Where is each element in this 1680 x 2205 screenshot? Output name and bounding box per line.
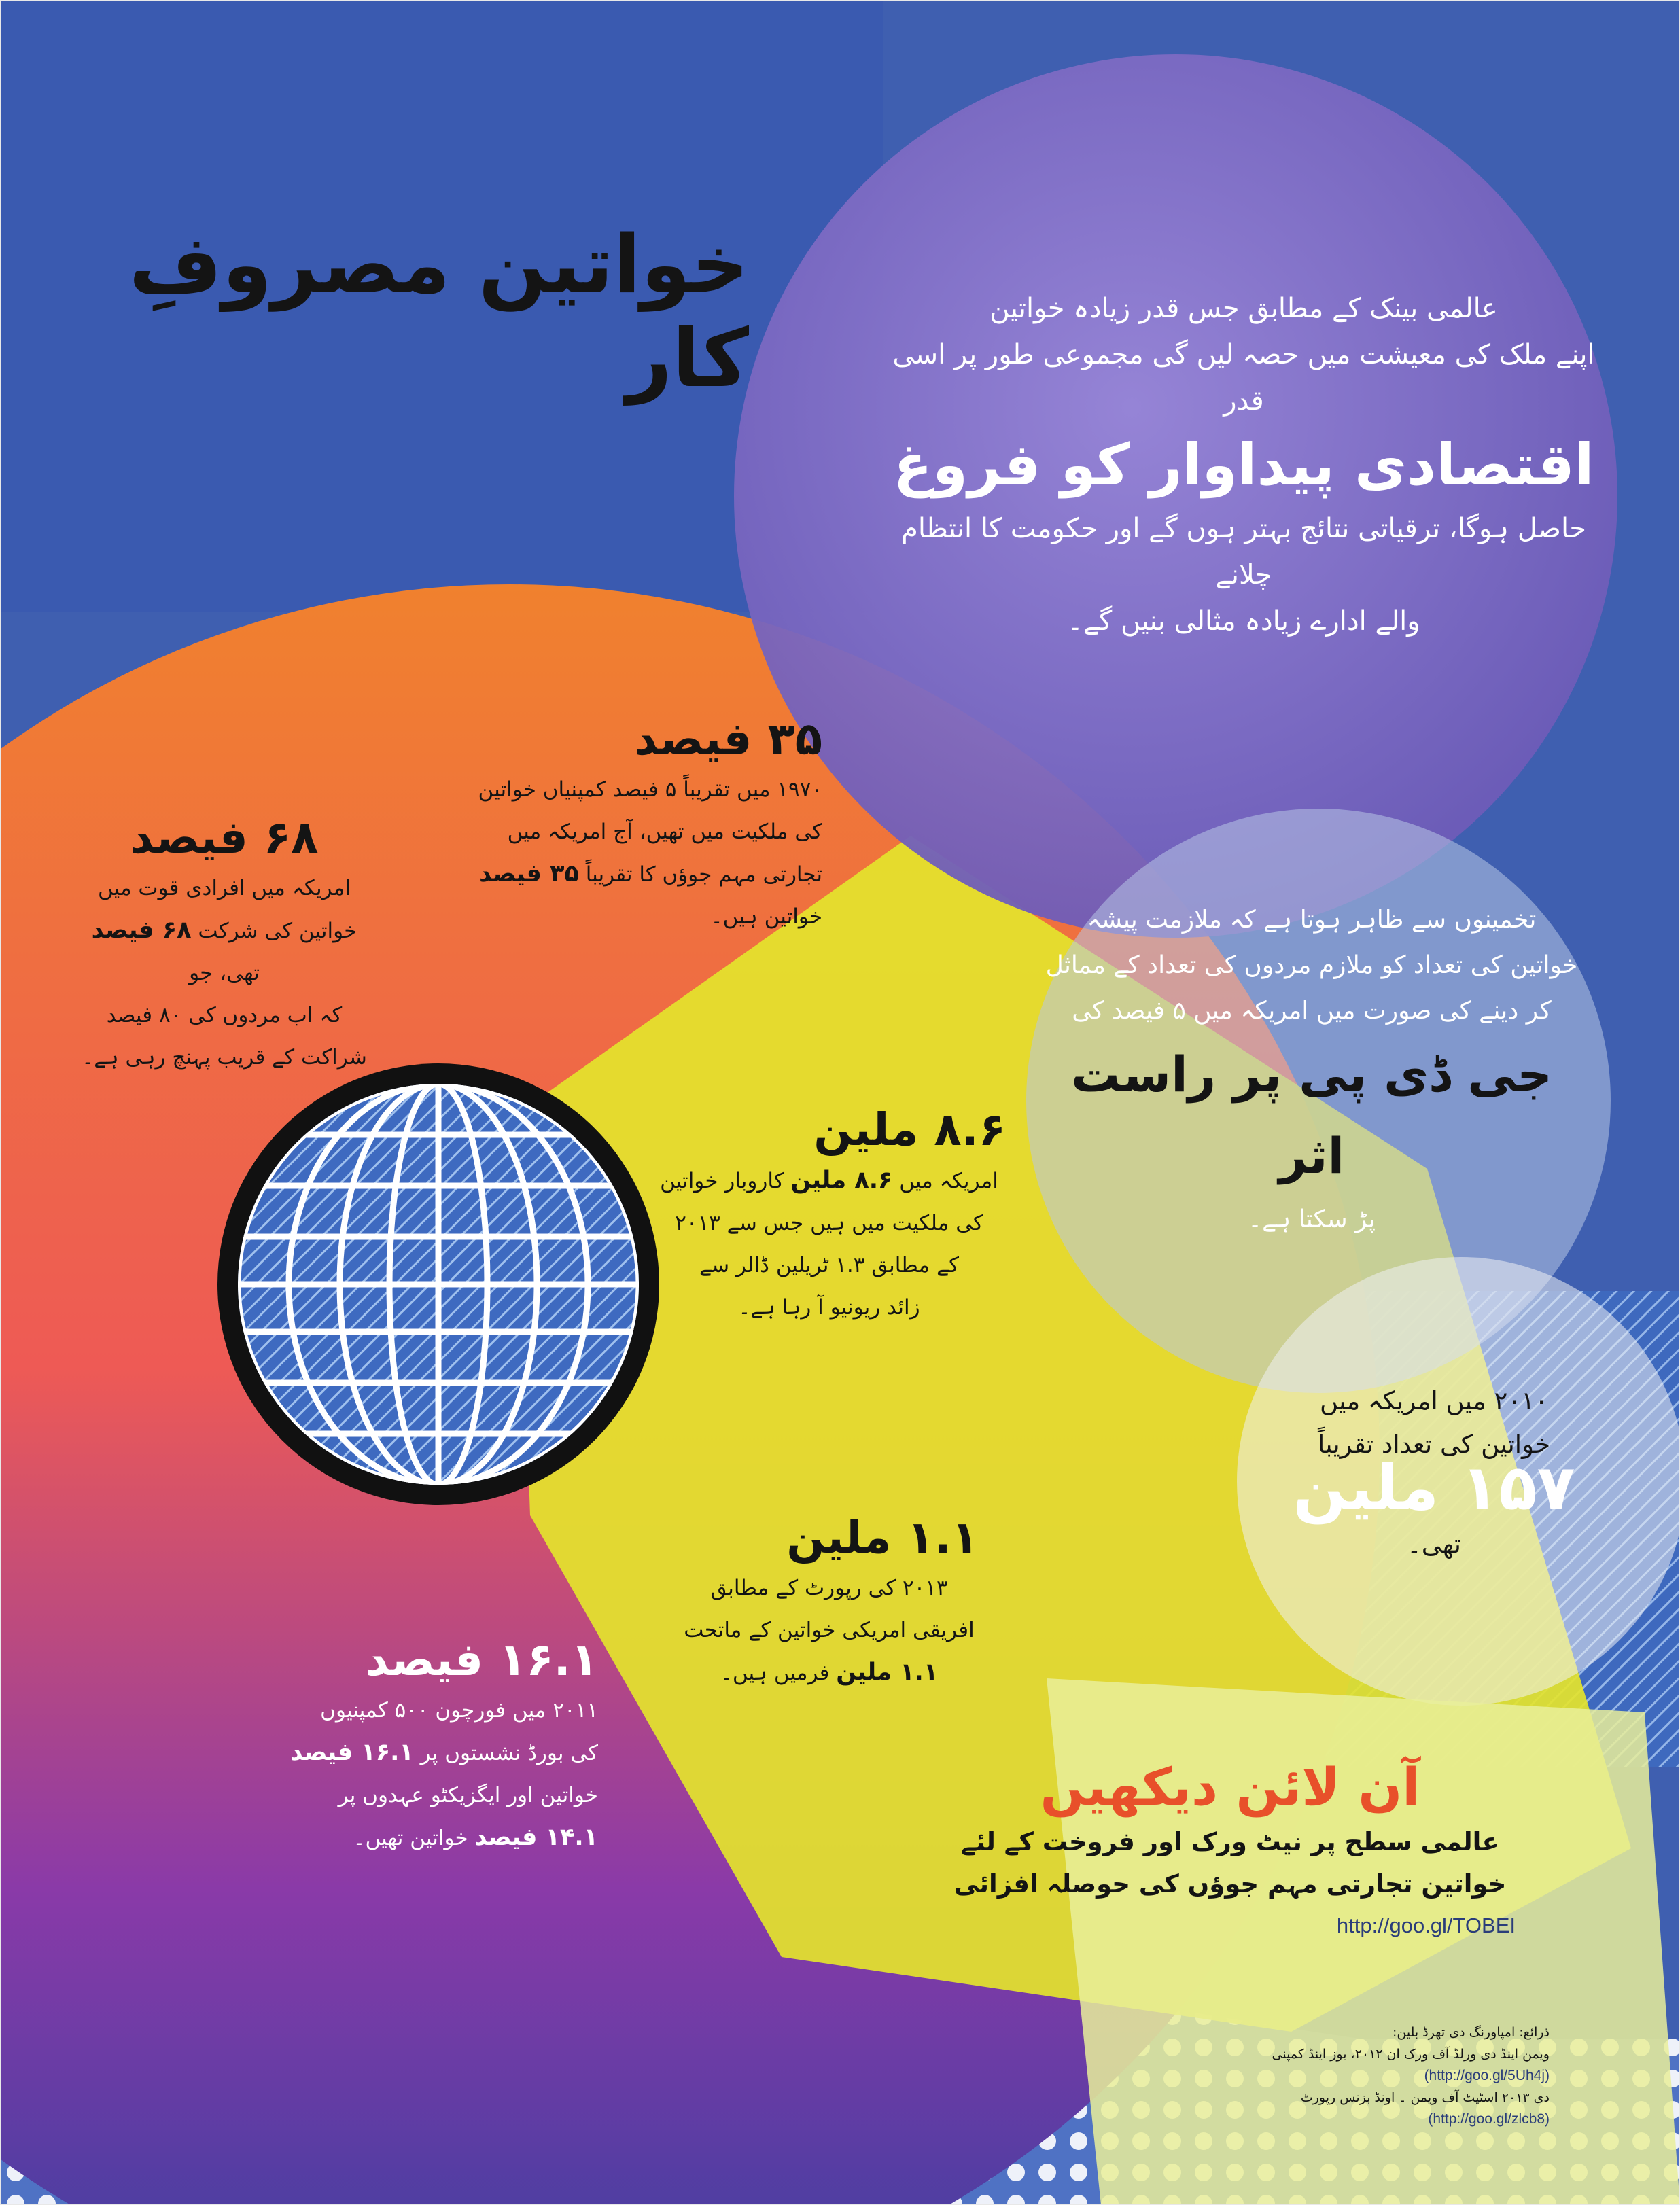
stat-35-block — [442, 710, 822, 938]
stat-86-bold: ۸.۶ ملین — [790, 1167, 893, 1194]
stat-11-line3 — [680, 1651, 979, 1694]
stat-161-line2 — [285, 1731, 598, 1774]
stat-68-line3: کہ اب مردوں کی ۸۰ فیصد — [106, 1003, 343, 1027]
women-157m-line1: ۲۰۱۰ میں امریکہ میں — [1319, 1386, 1548, 1415]
stat-11-line1: ۲۰۱۳ کی رپورٹ کے مطابق — [710, 1576, 948, 1600]
online-heading: آن لائن دیکھیں — [1040, 1757, 1420, 1817]
stat-86-block — [652, 1101, 1006, 1328]
stat-86-line4: زائد ریونیو آ رہا ہے۔ — [738, 1295, 920, 1320]
stat-35-line3-text: تجارتی مہم جوؤں کا تقریباً — [585, 862, 822, 887]
gdp-line3: کر دینے کی صورت میں امریکہ میں ۵ فیصد کی — [1072, 997, 1552, 1025]
stat-161-line4 — [285, 1816, 598, 1859]
stat-68-bold: ۶۸ فیصد — [91, 917, 192, 944]
sources — [1169, 2022, 1550, 2130]
stat-161-bold2: ۱۴.۱ فیصد — [474, 1824, 598, 1851]
stat-86-heading: ۸.۶ ملین — [813, 1104, 1006, 1156]
online-link[interactable]: http://goo.gl/TOBEI — [1336, 1913, 1516, 1937]
women-157m-text — [1291, 1379, 1577, 1566]
page-title: خواتین مصروفِ کار — [128, 217, 749, 405]
stat-86-line1 — [652, 1159, 1006, 1202]
stat-11-line3-text: فرمیں ہیں۔ — [720, 1661, 830, 1685]
online-line2: خواتین تجارتی مہم جوؤں کی حوصلہ افزائی — [953, 1869, 1507, 1899]
stat-161-heading: ۱۶.۱ فیصد — [365, 1634, 598, 1686]
stat-161-line4-text: خواتین تھیں۔ — [353, 1826, 468, 1850]
women-157m-big: ۱۵۷ ملین — [1293, 1451, 1575, 1524]
stat-161-bold: ۱۶.۱ فیصد — [290, 1739, 414, 1766]
stat-11-bold: ۱.۱ ملین — [836, 1659, 939, 1686]
stat-68-line4: شراکت کے قریب پہنچ رہی ہے۔ — [82, 1045, 367, 1070]
gdp-line1: تخمینوں سے ظاہر ہوتا ہے کہ ملازمت پیشہ — [1087, 906, 1537, 934]
world-bank-line4: والے ادارے زیادہ مثالی بنیں گے۔ — [1067, 605, 1420, 637]
women-157m-end: تھی۔ — [1407, 1530, 1461, 1559]
stat-86-line3: کے مطابق ۱.۳ ٹریلین ڈالر سے — [699, 1253, 959, 1277]
stat-35-bold: ۳۵ فیصد — [479, 860, 579, 887]
stat-35-heading: ۳۵ فیصد — [634, 713, 822, 765]
sources-link2[interactable]: (http://goo.gl/zlcb8) — [1428, 2111, 1550, 2127]
stat-11-line2: افریقی امریکی خواتین کے ماتحت — [684, 1618, 975, 1642]
gdp-line4: پڑ سکتا ہے۔ — [1248, 1205, 1376, 1233]
stat-35-line4: خواتین ہیں۔ — [710, 904, 822, 929]
women-157m-line3 — [1291, 1451, 1577, 1566]
stat-161-block — [285, 1631, 598, 1859]
stat-68-line2 — [75, 909, 374, 994]
sources-link1[interactable]: (http://goo.gl/5Uh4j) — [1424, 2068, 1550, 2083]
stat-161-line2-text: کی بورڈ نشستوں پر — [420, 1741, 598, 1765]
stat-86-line1-end: کاروبار خواتین — [660, 1169, 784, 1193]
world-bank-line2: اپنے ملک کی معیشت میں حصہ لیں گی مجموعی طور پر اسی قدر — [892, 339, 1595, 417]
world-bank-highlight: اقتصادی پیداوار کو فروغ — [893, 431, 1594, 498]
women-157m-line2: خواتین کی تعداد تقریباً — [1317, 1430, 1551, 1459]
stat-11-block — [680, 1509, 979, 1694]
sources-line3: دی ۲۰۱۳ اسٹیٹ آف ویمن ۔ اونڈ بزنس رپورٹ — [1300, 2090, 1550, 2105]
stat-68-line2-end: تھی، جو — [189, 961, 260, 985]
stat-11-heading: ۱.۱ ملین — [786, 1511, 979, 1564]
stat-35-line1: ۱۹۷۰ میں تقریباً ۵ فیصد کمپنیاں خواتین — [478, 777, 822, 802]
sources-line2: ویمن اینڈ دی ورلڈ آف ورک ان ۲۰۱۲، بوز اینڈ کمپنی — [1272, 2047, 1550, 2062]
online-line1: عالمی سطح پر نیٹ ورک اور فروخت کے لئے — [961, 1827, 1499, 1856]
online-section — [945, 1753, 1516, 1938]
stat-161-line3: خواتین اور ایگزیکٹو عہدوں پر — [338, 1783, 598, 1807]
globe-icon — [217, 1063, 659, 1505]
gdp-highlight: جی ڈی پی پر راست اثر — [1071, 1046, 1552, 1184]
stat-68-heading: ۶۸ فیصد — [130, 811, 319, 864]
world-bank-text — [877, 285, 1611, 644]
stat-161-line1: ۲۰۱۱ میں فورچون ۵۰۰ کمپنیوں — [320, 1698, 598, 1723]
world-bank-line1: عالمی بینک کے مطابق جس قدر زیادہ خواتین — [990, 293, 1498, 324]
stat-68-line2-text: خواتین کی شرکت — [198, 919, 357, 943]
stat-68-block — [75, 809, 374, 1078]
stat-35-line2: کی ملکیت میں تھیں، آج امریکہ میں — [507, 819, 822, 844]
gdp-line2: خواتین کی تعداد کو ملازم مردوں کی تعداد کے مماثل — [1045, 951, 1578, 979]
stat-86-line1-text: امریکہ میں — [899, 1169, 998, 1193]
world-bank-line3: حاصل ہوگا، ترقیاتی نتائج بہتر ہوں گے اور حکومت کا انتظام چلانے — [901, 513, 1586, 590]
stat-35-line3 — [442, 853, 822, 896]
gdp-text — [1033, 897, 1590, 1242]
sources-line1: ذرائع: امپاورنگ دی تھرڈ بلین: — [1393, 2025, 1550, 2040]
stat-86-line2: کی ملکیت میں ہیں جس سے ۲۰۱۳ — [675, 1211, 983, 1235]
stat-68-line1: امریکہ میں افرادی قوت میں — [98, 876, 351, 900]
